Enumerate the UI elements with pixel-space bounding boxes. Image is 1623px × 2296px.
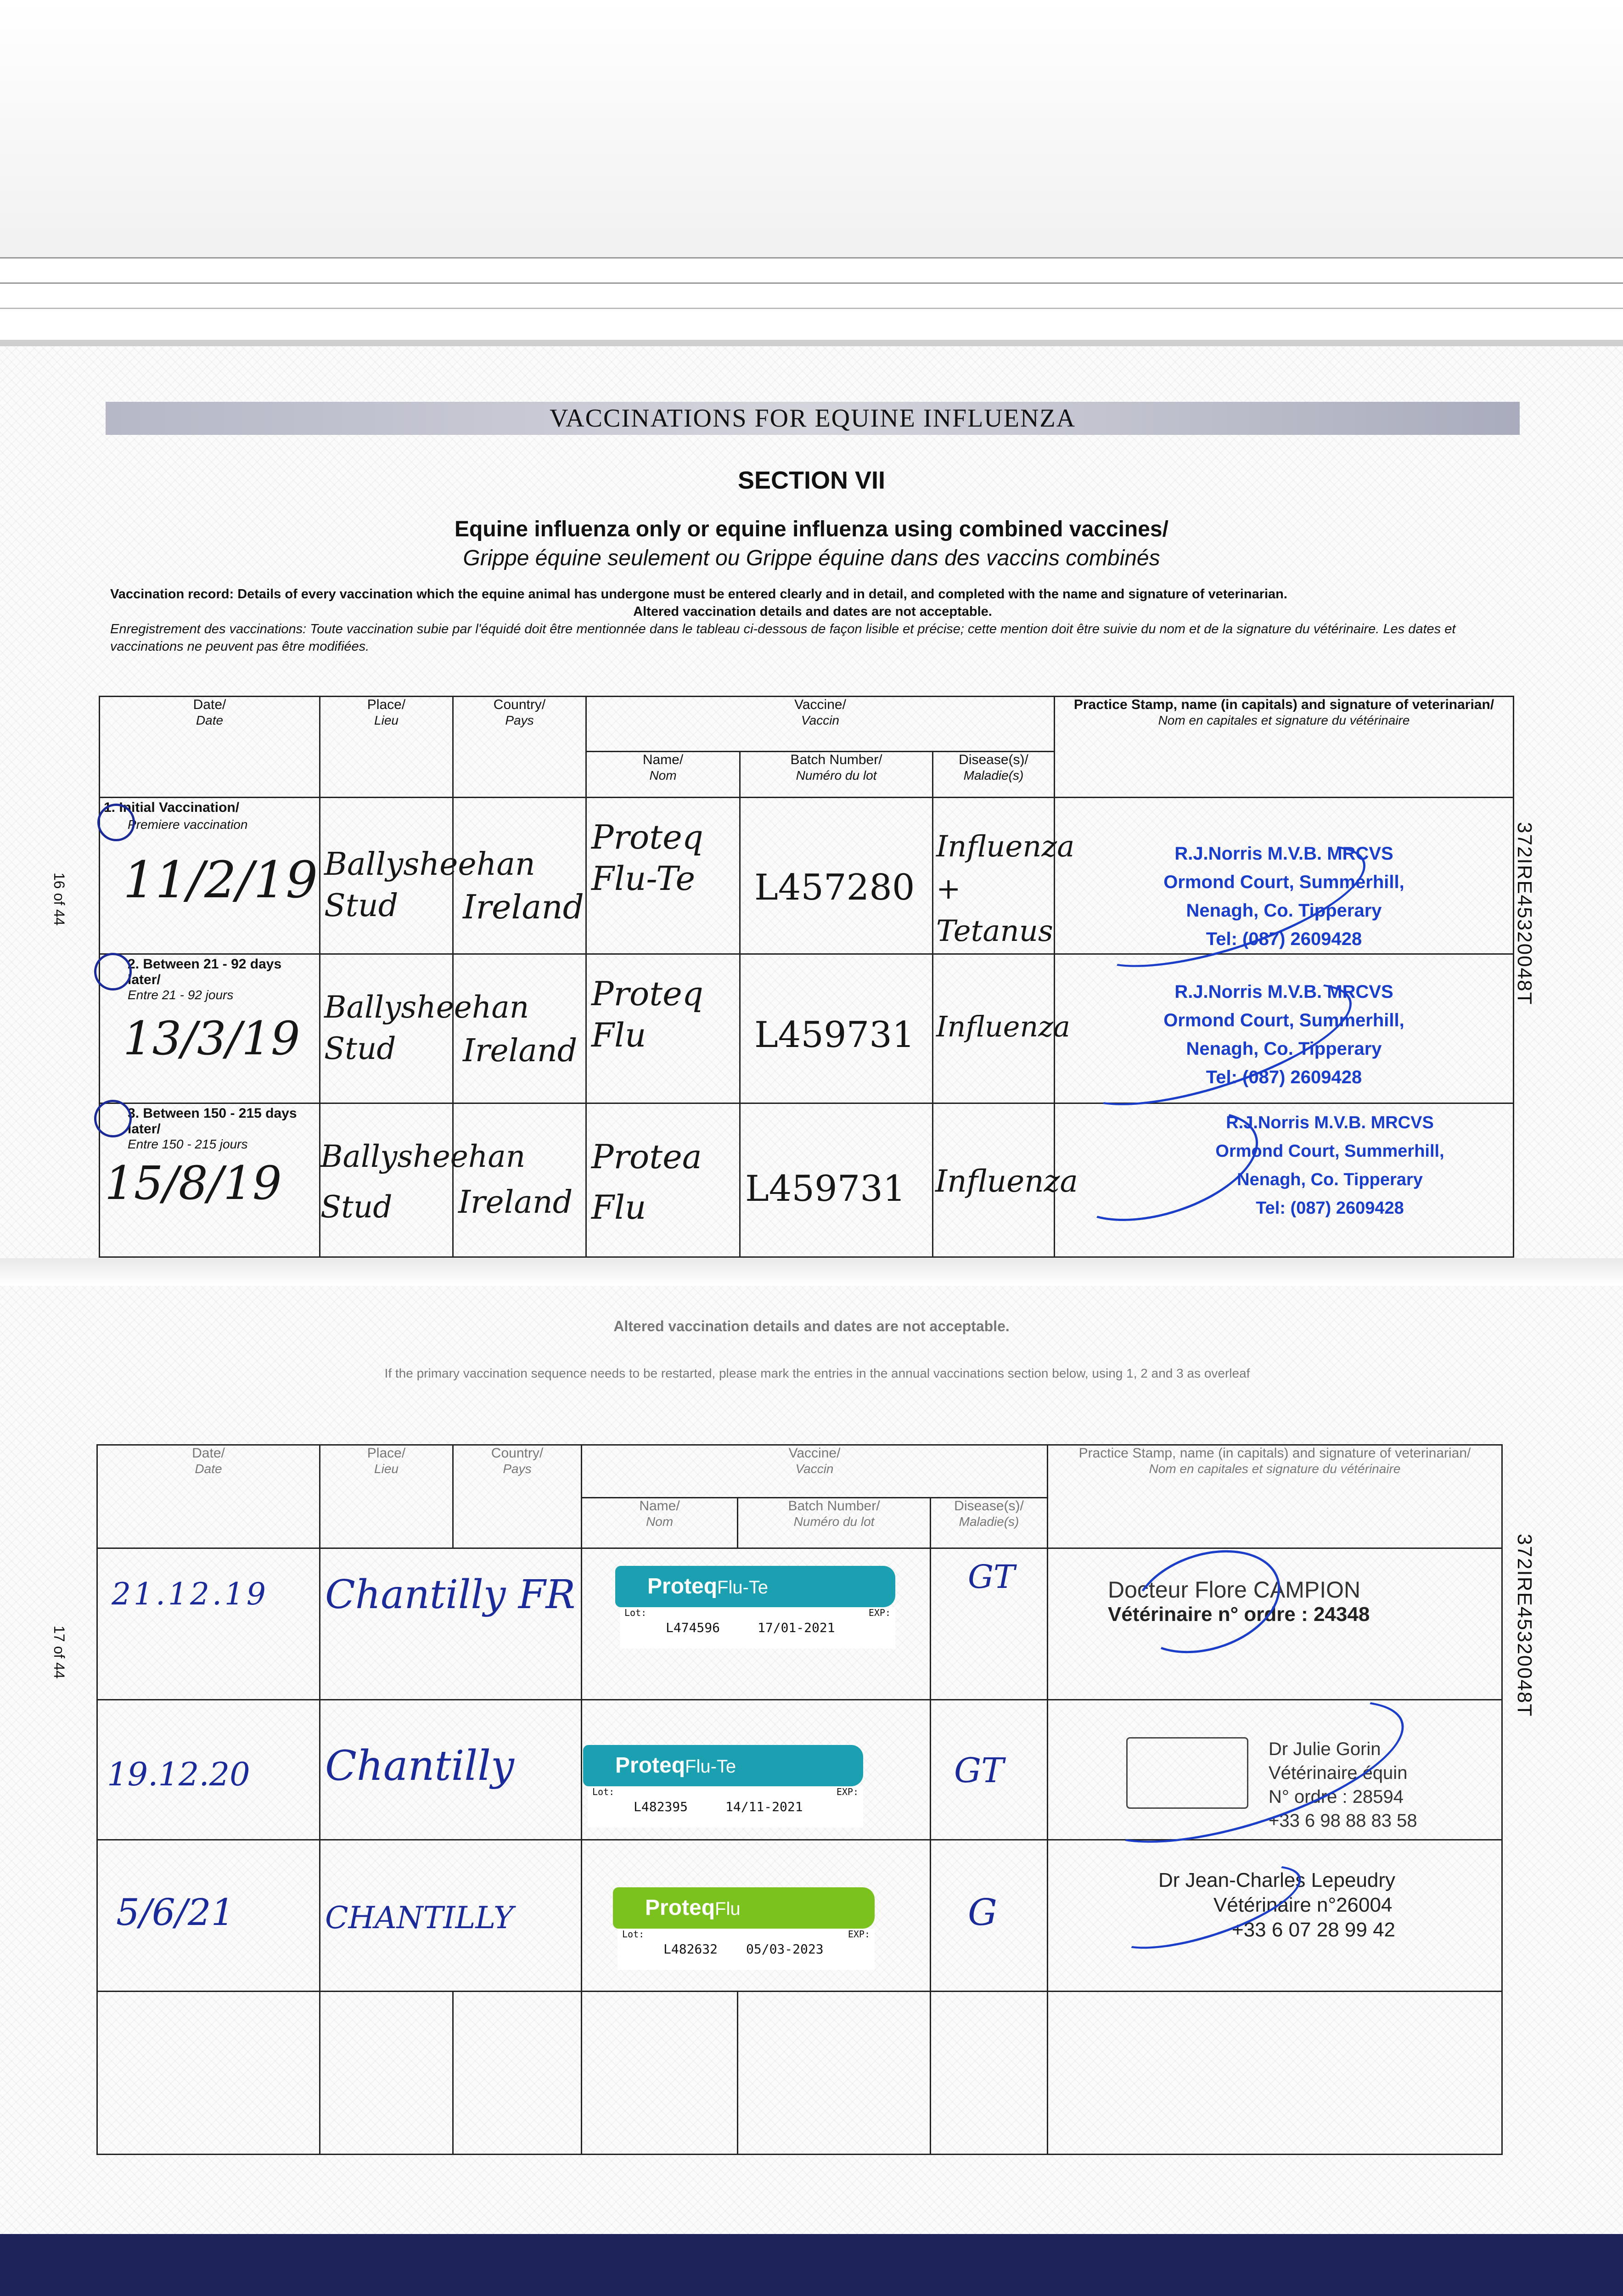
row-label-fr: Premiere vaccination <box>128 817 248 832</box>
vaccination-date: 21.12.19 <box>112 1576 269 1612</box>
header-date: Date/ Date <box>97 1445 320 1548</box>
stamp-cell <box>1048 1840 1502 1992</box>
passport-cover-edge <box>0 2234 1623 2296</box>
disease-cell <box>931 1840 1048 1992</box>
subtitle-fr: Grippe équine seulement ou Grippe équine dans des vaccins combinés <box>463 546 1160 570</box>
label-exp: 14/11-2021 <box>725 1799 803 1814</box>
stamp-line: Vétérinaire n°26004 <box>1213 1894 1393 1916</box>
header-date: Date/ Date <box>100 697 320 798</box>
date-cell <box>100 1103 320 1257</box>
page-edge <box>0 282 1623 284</box>
place-value: Ballysheehan Stud <box>324 990 529 1066</box>
header-country: Country/ Pays <box>453 697 586 798</box>
label-brand: Proteq <box>647 1574 718 1598</box>
altered-note: Altered vaccination details and dates are not acceptable. <box>613 1318 1010 1334</box>
stamp-line: R.J.Norris M.V.B. MRCVS <box>1174 982 1393 1002</box>
batch-number: L457280 <box>754 867 915 908</box>
label-lot: L482395 <box>634 1799 688 1814</box>
header-batch: Batch Number/ Numéro du lot <box>738 1498 931 1548</box>
country-value: Ireland <box>458 1184 573 1221</box>
stamp-line: Nenagh, Co. Tipperary <box>1186 1039 1382 1059</box>
label-lot-caption: Lot: <box>592 1786 615 1797</box>
row-label: 2. Between 21 - 92 days later/ <box>128 957 282 987</box>
header-place: Place/ Lieu <box>320 697 453 798</box>
stamp-line: Vétérinaire équin <box>1269 1763 1408 1783</box>
vaccine-name-cell <box>586 1103 740 1257</box>
stamp-cell <box>1048 1700 1502 1840</box>
disease-value: GT <box>968 1558 1015 1596</box>
place-cell <box>320 1548 582 1700</box>
table-row-empty <box>97 1992 1502 2155</box>
vaccination-date: 15/8/19 <box>105 1156 282 1210</box>
stamp-line: Dr Jean-Charles Lepeudry <box>1158 1869 1396 1891</box>
disease-cell <box>931 1700 1048 1840</box>
section-banner: VACCINATIONS FOR EQUINE INFLUENZA <box>106 402 1520 435</box>
disease-cell <box>933 954 1070 1103</box>
row-label-fr: Entre 150 - 215 jours <box>128 1137 248 1151</box>
stamp-line: Nenagh, Co. Tipperary <box>1186 900 1382 921</box>
stamp-line: +33 6 98 88 83 58 <box>1269 1811 1417 1831</box>
batch-cell <box>740 954 933 1103</box>
disease-cell <box>931 1548 1048 1700</box>
vaccine-name: Protea Flu <box>591 1137 702 1227</box>
page-edge <box>0 257 1623 259</box>
country-value: Ireland <box>463 888 584 926</box>
label-exp-caption: EXP: <box>848 1929 870 1940</box>
vaccine-label-body <box>588 1786 863 1828</box>
stamp-line: Docteur Flore CAMPION <box>1108 1577 1361 1603</box>
disease-value: Influenza <box>935 1164 1078 1199</box>
row-label: 3. Between 150 - 215 days later/ <box>128 1106 297 1137</box>
label-brand: Proteq <box>645 1896 715 1920</box>
sequence-circle <box>94 1100 132 1137</box>
page-edge <box>0 308 1623 309</box>
header-country: Country/ Pays <box>453 1445 582 1548</box>
record-en: Vaccination record: Details of every vaccination which the equine animal has undergone must be entered clearly and in detail, and completed with the name and signature of veterinarian. <box>110 587 1287 602</box>
vaccine-label-body <box>618 1929 875 1970</box>
record-instructions <box>110 585 1515 655</box>
batch-cell <box>740 1103 933 1257</box>
stamp-line: Tel: (087) 2609428 <box>1206 929 1362 949</box>
label-lot: L482632 <box>663 1941 718 1957</box>
label-exp: 05/03-2023 <box>746 1941 824 1957</box>
label-product: Flu <box>715 1899 741 1919</box>
sequence-circle <box>97 804 135 841</box>
passport-id-bottom: 372IRE45320048T <box>1513 1534 1536 1717</box>
label-product: Flu-Te <box>685 1756 736 1777</box>
label-lot-caption: Lot: <box>622 1929 645 1940</box>
place-cell <box>320 1700 582 1840</box>
primary-vaccination-table <box>99 696 1514 1258</box>
place-cell <box>320 1840 582 1992</box>
vaccine-name: Proteq Flu-Te <box>591 818 703 898</box>
disease-value: Influenza <box>936 1010 1070 1043</box>
table-row <box>100 954 1514 1103</box>
country-value: Ireland <box>463 1033 578 1069</box>
row-label-fr: Entre 21 - 92 jours <box>128 988 234 1002</box>
country-cell <box>453 798 586 954</box>
header-batch: Batch Number/ Numéro du lot <box>740 752 933 798</box>
batch-cell <box>740 798 933 954</box>
header-vaccine: Vaccine/ Vaccin <box>582 1445 1048 1498</box>
stamp-line: R.J.Norris M.V.B. MRCVS <box>1226 1113 1434 1132</box>
sequence-circle <box>94 953 132 990</box>
header-disease: Disease(s)/ Maladie(s) <box>933 752 1055 798</box>
place-value: Ballysheehan Stud <box>320 1139 526 1225</box>
page-number-top: 16 of 44 <box>51 872 67 926</box>
record-altered: Altered vaccination details and dates are not acceptable. <box>633 604 992 619</box>
vaccine-label-sticker <box>613 1887 875 1929</box>
section-title: SECTION VII <box>737 467 886 494</box>
disease-value: G <box>968 1891 997 1934</box>
page-fold <box>0 1258 1623 1286</box>
batch-number: L459731 <box>745 1168 906 1210</box>
vaccination-date: 5/6/21 <box>116 1891 235 1934</box>
stamp-line: Nenagh, Co. Tipperary <box>1237 1170 1423 1189</box>
place-value: Chantilly <box>325 1742 514 1790</box>
vaccine-name-cell <box>586 954 740 1103</box>
stamp-line: N° ordre : 28594 <box>1269 1787 1404 1807</box>
place-value: Chantilly FR <box>325 1572 576 1618</box>
restart-note: If the primary vaccination sequence needs to be restarted, please mark the entries in the annual vaccinations section below, using 1, 2 and 3 as overleaf <box>384 1366 1250 1380</box>
stamp-line: R.J.Norris M.V.B. MRCVS <box>1174 844 1393 864</box>
disease-cell <box>933 1103 1078 1257</box>
stamp-line: Tel: (087) 2609428 <box>1256 1199 1404 1218</box>
header-stamp: Practice Stamp, name (in capitals) and signature of veterinarian/ Nom en capitales et signature du vétérinaire <box>1055 697 1514 798</box>
label-product: Flu-Te <box>717 1577 769 1598</box>
header-stamp: Practice Stamp, name (in capitals) and signature of veterinarian/ Nom en capitales et signature du vétérinaire <box>1048 1445 1502 1548</box>
scan-background <box>0 0 1623 257</box>
subtitle-en: Equine influenza only or equine influenza using combined vaccines/ <box>455 517 1168 541</box>
label-lot: L474596 <box>666 1620 720 1635</box>
table-row <box>100 798 1514 954</box>
stamp-line: Ormond Court, Summerhill, <box>1163 1010 1404 1030</box>
header-place: Place/ Lieu <box>320 1445 453 1548</box>
label-brand: Proteq <box>615 1753 685 1778</box>
vaccination-date: 11/2/19 <box>123 850 318 909</box>
disease-cell <box>933 798 1075 954</box>
date-cell <box>97 1548 320 1700</box>
date-cell <box>97 1840 320 1992</box>
vaccine-label-sticker <box>583 1745 863 1786</box>
disease-value: GT <box>954 1751 1004 1790</box>
header-name: Name/ Nom <box>582 1498 738 1548</box>
stamp-cell <box>1055 798 1514 954</box>
place-value: Ballysheehan Stud <box>324 846 535 924</box>
record-fr: Enregistrement des vaccinations: Toute vaccination subie par l'équidé doit être mentionnée dans le tableau ci-dessous de façon lisible et précise; cette mention doit être suivie du nom et de la signature du vétérinaire. Les dates et vaccinations ne peuvent pas être modifiées. <box>110 622 1456 654</box>
stamp-cell <box>1055 1103 1514 1257</box>
country-cell <box>453 954 586 1103</box>
stamp-line: +33 6 07 28 99 42 <box>1232 1919 1396 1941</box>
stamp-cell <box>1055 954 1514 1103</box>
vaccine-label-sticker <box>615 1566 895 1607</box>
vaccine-name: Proteq Flu <box>591 974 703 1054</box>
vaccination-date: 13/3/19 <box>123 1012 300 1065</box>
vaccination-date: 19.12.20 <box>107 1756 250 1793</box>
date-cell <box>100 954 320 1103</box>
header-vaccine: Vaccine/ Vaccin <box>586 697 1055 752</box>
vaccine-label-body <box>620 1607 895 1649</box>
label-exp: 17/01-2021 <box>758 1620 835 1635</box>
row-label: 1. Initial Vaccination/ <box>104 800 240 815</box>
header-disease: Disease(s)/ Maladie(s) <box>931 1498 1048 1548</box>
label-lot-caption: Lot: <box>624 1607 647 1618</box>
stamp-line: Vétérinaire n° ordre : 24348 <box>1108 1603 1370 1626</box>
stamp-cell <box>1048 1548 1502 1700</box>
disease-value: Influenza + Tetanus <box>936 830 1075 948</box>
stamp-line: Ormond Court, Summerhill, <box>1215 1142 1444 1161</box>
vaccine-name-cell <box>586 798 740 954</box>
stamp-line: Dr Julie Gorin <box>1269 1739 1381 1759</box>
place-value: CHANTILLY <box>325 1900 514 1936</box>
stamp-line: Ormond Court, Summerhill, <box>1163 872 1404 892</box>
passport-id-top: 372IRE45320048T <box>1513 822 1536 1006</box>
label-exp-caption: EXP: <box>836 1786 859 1797</box>
label-exp-caption: EXP: <box>868 1607 891 1618</box>
country-cell <box>453 1103 586 1257</box>
header-name: Name/ Nom <box>586 752 740 798</box>
page-number-bottom: 17 of 44 <box>51 1626 67 1679</box>
stamp-line: Tel: (087) 2609428 <box>1206 1067 1362 1087</box>
batch-number: L459731 <box>754 1014 915 1056</box>
date-cell <box>97 1700 320 1840</box>
table-row <box>100 1103 1514 1257</box>
